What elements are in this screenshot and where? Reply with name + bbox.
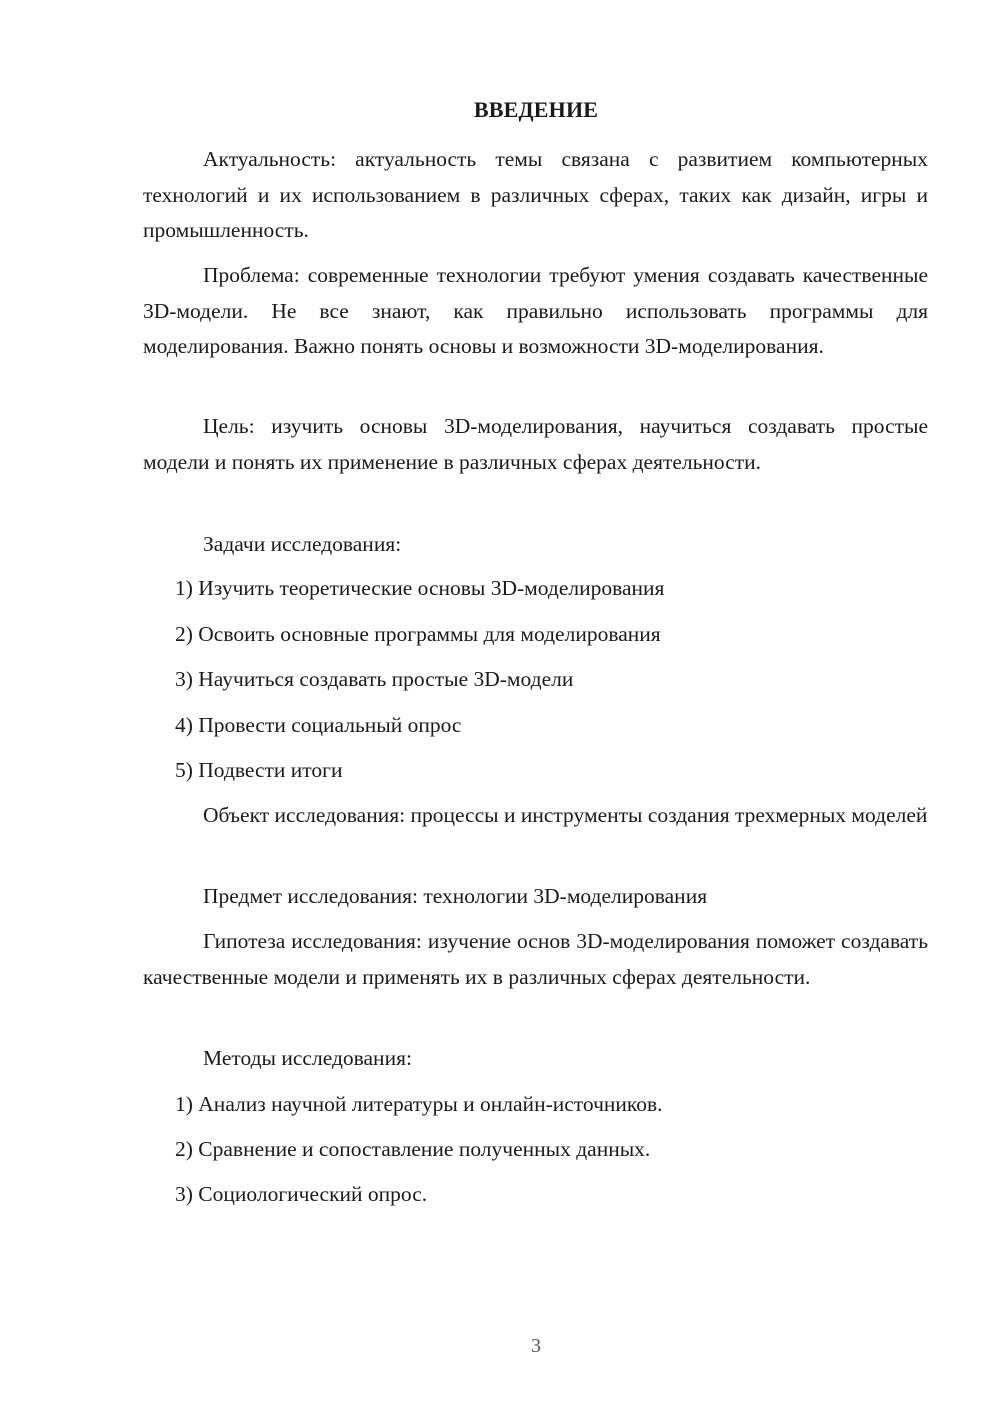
task-item-1: 1) Изучить теоретические основы 3D-моделирования — [175, 576, 665, 600]
hypothesis-paragraph: Гипотеза исследования: изучение основ 3D-моделирования поможет создавать качественные модели и применять их в различных сферах деятельности. — [143, 929, 928, 989]
subject-paragraph: Предмет исследования: технологии 3D-моделирования — [203, 884, 708, 908]
task-item-5: 5) Подвести итоги — [175, 758, 343, 782]
method-item-3: 3) Социологический опрос. — [175, 1182, 428, 1206]
goal-paragraph: Цель: изучить основы 3D-моделирования, научиться создавать простые модели и понять их применение в различных сферах деятельности. — [143, 414, 928, 474]
method-item-1: 1) Анализ научной литературы и онлайн-источников. — [175, 1092, 663, 1116]
methods-heading: Методы исследования: — [203, 1046, 412, 1070]
task-item-2: 2) Освоить основные программы для моделирования — [175, 622, 661, 646]
problem-paragraph: Проблема: современные технологии требуют умения создавать качественные 3D-модели. Не все знают, как правильно использовать программы для моделирования. Важно понять основы и возможности 3D-моделирования. — [143, 263, 928, 358]
task-item-3: 3) Научиться создавать простые 3D-модели — [175, 667, 574, 691]
page-number: 3 — [531, 1335, 541, 1357]
section-title: ВВЕДЕНИЕ — [473, 97, 599, 122]
task-item-4: 4) Провести социальный опрос — [175, 713, 462, 737]
tasks-heading: Задачи исследования: — [203, 532, 402, 556]
method-item-2: 2) Сравнение и сопоставление полученных данных. — [175, 1137, 651, 1161]
relevance-paragraph: Актуальность: актуальность темы связана с развитием компьютерных технологий и их использованием в различных сферах, таких как дизайн, игры и промышленность. — [143, 147, 928, 242]
object-paragraph: Объект исследования: процессы и инструменты создания трехмерных моделей — [203, 803, 928, 827]
